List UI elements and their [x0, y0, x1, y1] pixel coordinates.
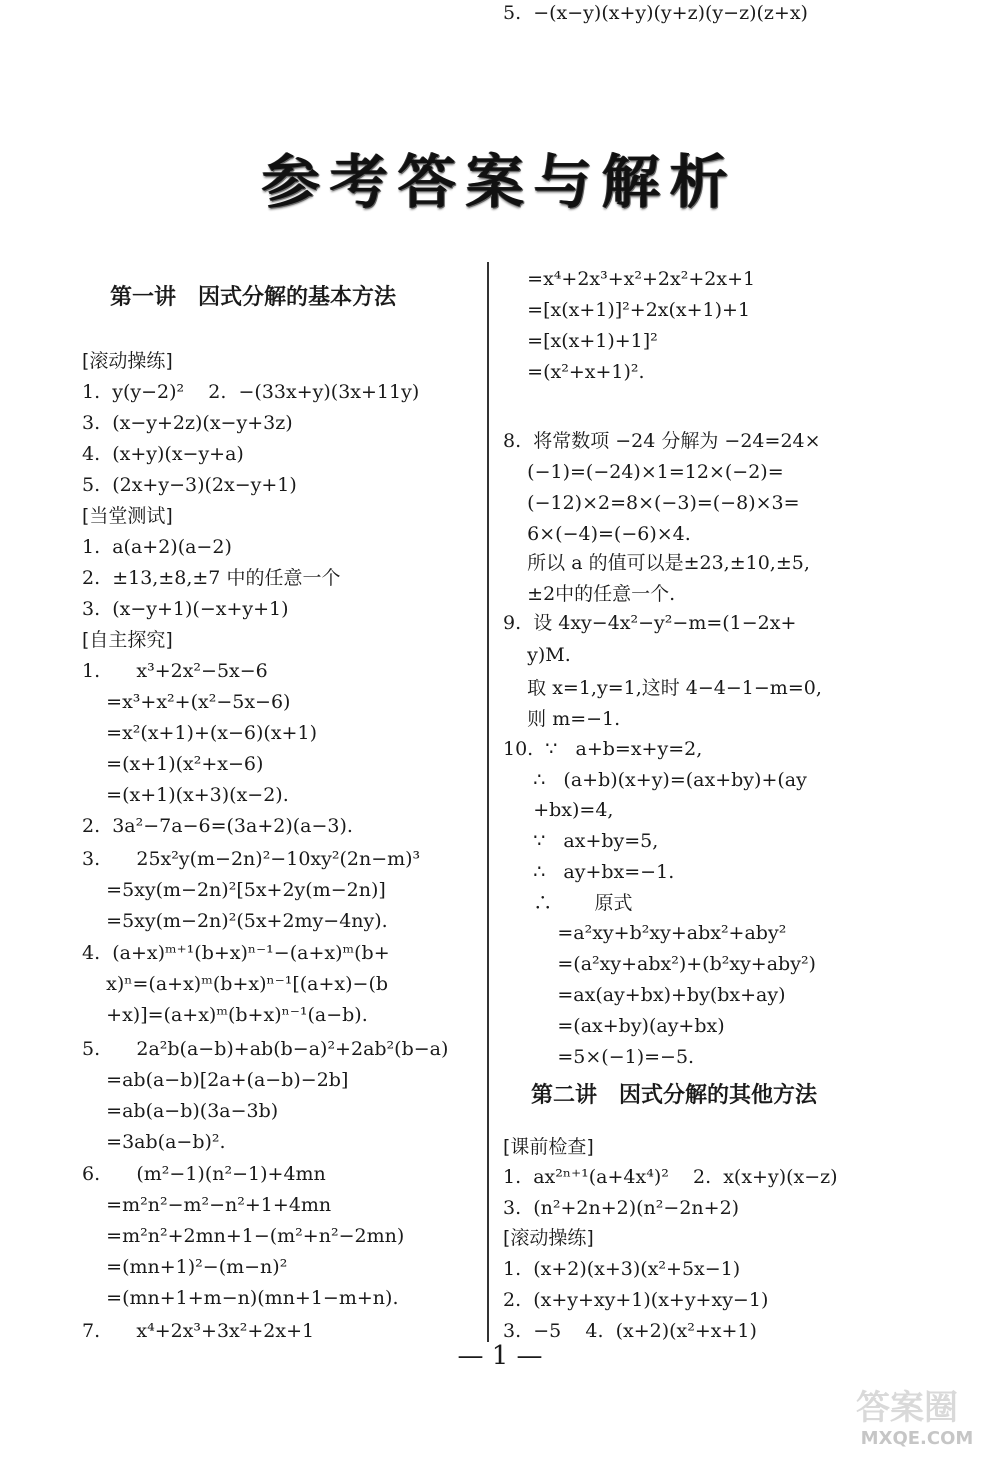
answer-line: =(x+1)(x²+x−6) [82, 753, 264, 775]
answer-line: 2. (x+y+xy+1)(x+y+xy−1) [503, 1289, 769, 1311]
answer-line: =3ab(a−b)². [82, 1131, 226, 1153]
answer-line: =x⁴+2x³+x²+2x²+2x+1 [503, 268, 756, 290]
answer-line: 4. (a+x)ᵐ⁺¹(b+x)ⁿ⁻¹−(a+x)ᵐ(b+ [82, 942, 390, 964]
answer-line: =[x(x+1)+1]² [503, 330, 658, 352]
answer-line: 6. (m²−1)(n²−1)+4mn [82, 1163, 326, 1185]
answer-line: =(x²+x+1)². [503, 361, 645, 383]
answer-line: 1. x³+2x²−5x−6 [82, 660, 268, 682]
section-tag: [滚动操练] [82, 350, 173, 372]
section-tag: [当堂测试] [82, 505, 173, 527]
answer-line: (−1)=(−24)×1=12×(−2)= [503, 461, 784, 483]
answer-line: 2. ±13,±8,±7 中的任意一个 [82, 567, 341, 589]
answer-line: =(mn+1+m−n)(mn+1−m+n). [82, 1287, 399, 1309]
answer-line: +x)]=(a+x)ᵐ(b+x)ⁿ⁻¹(a−b). [82, 1004, 368, 1026]
answer-line: 7. x⁴+2x³+3x²+2x+1 [82, 1320, 315, 1342]
answer-line: ∴ (a+b)(x+y)=(ax+by)+(ay [503, 769, 807, 791]
watermark-url: MXQE.COM [860, 1428, 974, 1449]
answer-line: =x²(x+1)+(x−6)(x+1) [82, 722, 317, 744]
answer-line: 所以 a 的值可以是±23,±10,±5, [503, 552, 810, 574]
answer-line: =ab(a−b)[2a+(a−b)−2b] [82, 1069, 349, 1091]
section-tag: [课前检查] [503, 1136, 594, 1158]
answer-line: 3. −5 4. (x+2)(x²+x+1) [503, 1320, 757, 1342]
answer-line: ∵ ax+by=5, [503, 830, 659, 852]
answer-line: ±2中的任意一个. [503, 583, 676, 605]
answer-line: =m²n²−m²−n²+1+4mn [82, 1194, 332, 1216]
watermark-logo [842, 1380, 992, 1452]
answer-line: =(a²xy+abx²)+(b²xy+aby²) [503, 953, 816, 975]
answer-line: =(ax+by)(ay+bx) [503, 1015, 725, 1037]
answer-line: =x³+x²+(x²−5x−6) [82, 691, 291, 713]
section-heading: 第一讲 因式分解的基本方法 [110, 285, 397, 310]
section-tag: [滚动操练] [503, 1227, 594, 1249]
answer-line: 1. ax²ⁿ⁺¹(a+4x⁴)² 2. x(x+y)(x−z) [503, 1166, 838, 1188]
answer-line: 则 m=−1. [503, 708, 621, 730]
answer-line: 5. −(x−y)(x+y)(y+z)(y−z)(z+x) [503, 2, 808, 24]
answer-line: 8. 将常数项 −24 分解为 −24=24× [503, 430, 821, 452]
answer-line: 6×(−4)=(−6)×4. [503, 523, 691, 545]
section-heading: 第二讲 因式分解的其他方法 [531, 1083, 818, 1108]
page-number: — 1 — [457, 1341, 543, 1371]
answer-line: 1. (x+2)(x+3)(x²+5x−1) [503, 1258, 741, 1280]
answer-line: =a²xy+b²xy+abx²+aby² [503, 922, 787, 944]
section-tag: [自主探究] [82, 629, 173, 651]
answer-line: 3. (x−y+1)(−x+y+1) [82, 598, 289, 620]
answer-line: =(x+1)(x+3)(x−2). [82, 784, 289, 806]
answer-line: 9. 设 4xy−4x²−y²−m=(1−2x+ [503, 612, 797, 634]
page-title: 参考答案与解析 [261, 148, 738, 216]
answer-line: =[x(x+1)]²+2x(x+1)+1 [503, 299, 751, 321]
answer-line: =(mn+1)²−(m−n)² [82, 1256, 288, 1278]
answer-line: 4. (x+y)(x−y+a) [82, 443, 244, 465]
answer-line: =ab(a−b)(3a−3b) [82, 1100, 279, 1122]
answer-line: =ax(ay+bx)+by(bx+ay) [503, 984, 786, 1006]
answer-line: +bx)=4, [503, 799, 614, 821]
answer-line: 3. (x−y+2z)(x−y+3z) [82, 412, 293, 434]
answer-line: =5×(−1)=−5. [503, 1046, 695, 1068]
answer-line: 1. a(a+2)(a−2) [82, 536, 232, 558]
answer-line: 3. 25x²y(m−2n)²−10xy²(2n−m)³ [82, 848, 421, 870]
answer-line: 取 x=1,y=1,这时 4−4−1−m=0, [503, 677, 822, 699]
answer-line: =5xy(m−2n)²(5x+2my−4ny). [82, 910, 388, 932]
answer-line: (−12)×2=8×(−3)=(−8)×3= [503, 492, 800, 514]
column-divider [487, 262, 489, 1342]
answer-line: 2. 3a²−7a−6=(3a+2)(a−3). [82, 815, 353, 837]
answer-line: =m²n²+2mn+1−(m²+n²−2mn) [82, 1225, 405, 1247]
answer-line: y)M. [503, 644, 571, 666]
answer-line: x)ⁿ=(a+x)ᵐ(b+x)ⁿ⁻¹[(a+x)−(b [82, 973, 389, 995]
answer-line: ∴ 原式 [503, 892, 633, 914]
answer-line: 3. (n²+2n+2)(n²−2n+2) [503, 1197, 740, 1219]
answer-line: =5xy(m−2n)²[5x+2y(m−2n)] [82, 879, 386, 901]
answer-line: 5. 2a²b(a−b)+ab(b−a)²+2ab²(b−a) [82, 1038, 449, 1060]
answer-line: 5. (2x+y−3)(2x−y+1) [82, 474, 297, 496]
answer-line: 1. y(y−2)² 2. −(33x+y)(3x+11y) [82, 381, 420, 403]
watermark-cn: 答案圈 [856, 1388, 958, 1428]
answer-line: 10. ∵ a+b=x+y=2, [503, 738, 703, 760]
answer-line: ∴ ay+bx=−1. [503, 861, 675, 883]
